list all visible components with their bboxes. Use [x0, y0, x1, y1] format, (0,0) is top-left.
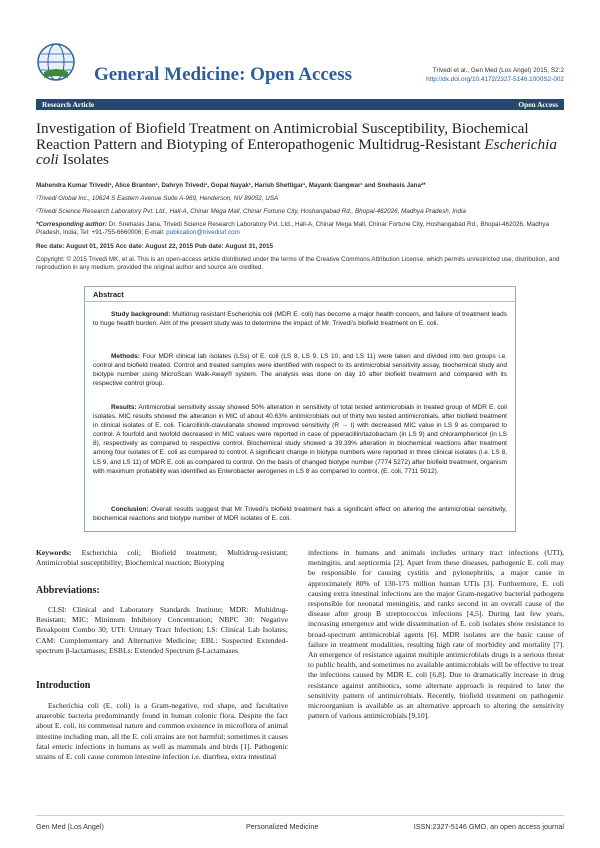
abbreviations-heading: Abbreviations:: [36, 585, 100, 596]
abstract-background: [93, 310, 507, 328]
author-list: Mahendra Kumar Trivedi¹, Alice Branton¹, Dahryn Trivedi¹, Gopal Nayak¹, Harish Shettigar¹, Mayank Gangwar¹ and Snehasis Jana²*: [36, 182, 426, 189]
right-column-text: infections in humans and animals includes urinary tract infections (UTI), meningitis, and septicemia [2]. Apart from these diseases, pathogenic E. coli may be responsible for causing cystitis and pylonephritis, a major cause in approximately 80% of 130-175 million human UTIs [3]. Furthermore, E. coli causing extra intestinal infections are the major Gram-negative bacterial pathogens responsible for neonatal meningitis, and ranks second in an overall cause of the disease after group B streptococcus infections [4,5]. During last few years, increasing emergence and wide dissemination of E. coli isolates show resistance to broad-spectrum antimicrobial agents [6]. MDR isolates are the basic cause of failure in treatment modalities, resulting high rate of morbidity and mortality [7]. An emergence of resistance against multiple antimicrobials drugs is a serious threat to public health, and sometimes no available antimicrobials will be effective to treat the infections caused by MDR E. coli [6,8]. Due to dramatically increase in drug resistance against antibiotics, some alternate approach is required to later the sensitivity pattern of antimicrobials. Recently, biofield treatment on pathogenic microorganism is available as an alternative approach to altering the sensitivity pattern of various antimicrobials [9,10].: [308, 548, 564, 721]
open-access-label: Open Access: [518, 100, 558, 109]
keywords-label: Keywords:: [36, 548, 72, 557]
corresponding-text: Dr. Snehasis Jana, Trivedi Science Research Laboratory Pvt. Ltd., Hall-A, Chinar Mega Mall, Chinar Fortune City, Hoshangabad Rd., Bhopal-462026, Madhya Pradesh, India, Tel: +91-755-6660006; E-mail:: [36, 221, 549, 237]
affiliation-1: ¹Trivedi Global Inc., 10624 S Eastern Avenue Suite A-969, Henderson, NV 89052, USA: [36, 195, 279, 202]
footer-divider: [36, 815, 564, 816]
article-type-bar: [36, 99, 564, 110]
results-text: Antimicrobial sensitivity assay showed 50% alteration in sensitivity of total tested antimicrobials in treated group of MDR E. coli isolates. MIC results showed the alteration in MIC of about 40.63% antimicrobials out of thirty two tested antimicrobials, after biofield treatment in clinical isolates of E. coli. Ticarcillin/k-clavulanate showed improved sensitivity (R → I) with decreased MIC value in LS 9 as compared to control. A fourfold and twofold decreased in MIC values were reported in case of piperacillin/tazobactam (in LS 9) and chloramphenicol (in LS 8), respectively as compared to respective control. Biochemical study showed a 39.39% alteration in biochemical reactions after treatment among four isolates of E. coli as compared to control. A significant change in biotype numbers were reported in three clinical isolates (i.e. LS 8, LS 9, and LS 11) of MDR E. coli as compared to control. On the basis of changed biotype number (7774 5272) after biofield treatment, organism with maximum probability was identified as Enterobacter aerogenes in LS 8 as compared to control, (E. coli, 7711 5012).: [93, 404, 507, 475]
footer-section: Personalized Medicine: [246, 822, 319, 831]
article-title: [36, 121, 566, 168]
keywords: [36, 548, 288, 568]
doi-link[interactable]: http://dx.doi.org/10.4172/2327-5146.1000S2-002: [426, 75, 564, 83]
abstract-divider: [85, 301, 515, 302]
methods-label: Methods:: [111, 353, 140, 360]
email-link[interactable]: publication@trivedisrl.com: [166, 229, 240, 237]
abstract-heading: Abstract: [93, 290, 124, 299]
abstract-conclusion: [93, 505, 507, 523]
footer-journal: Gen Med (Los Angel): [36, 822, 104, 831]
conclusion-label: Conclusion:: [111, 506, 149, 513]
dates-line: Rec date: August 01, 2015 Acc date: August 22, 2015 Pub date: August 31, 2015: [36, 243, 274, 250]
journal-name: General Medicine: Open Access: [94, 64, 353, 85]
affiliation-2: ²Trivedi Science Research Laboratory Pvt. Ltd., Hall-A, Chinar Mega Mall, Chinar Fortune City, Hoshangabad Rd., Bhopal-462026, Madhya Pradesh, India: [36, 208, 466, 215]
conclusion-text: Overall results suggest that Mr Trivedi’s biofield treatment has a significant effect on altering the antimicrobial sensitivity, biochemical reactions and biotype number of MDR isolates of E. coli.: [93, 506, 507, 523]
background-label: Study background:: [111, 311, 171, 318]
title-end: Isolates: [58, 151, 109, 168]
copyright-notice: Copyright: © 2015 Trivedi MK, et al. This is an open-access article distributed under the terms of the Creative Commons Attribution License, which permits unrestricted use, distribution, and reproduction in any medium, provided the original author and source are credited.: [36, 256, 560, 272]
globe-logo-icon: [36, 42, 76, 82]
corresponding-label: *Corresponding author:: [36, 221, 108, 228]
title-main: Investigation of Biofield Treatment on Antimicrobial Susceptibility, Biochemical Reaction Pattern and Biotyping of Enteropathogenic Multidrug-Resistant: [36, 120, 529, 153]
article-type-label: Research Article: [42, 100, 95, 109]
corresponding-author: [36, 221, 564, 238]
abstract-methods: [93, 352, 507, 388]
introduction-heading: Introduction: [36, 680, 91, 691]
citation-block: [426, 67, 564, 84]
keywords-text: Escherichia coli; Biofield treatment; Multidrug-resistant; Antimicrobial susceptibility; Biochemical reaction; Biotyping: [36, 548, 288, 568]
abstract-box: [84, 286, 516, 532]
introduction-text: Escherichia coli (E. coli) is a Gram-negative, rod shape, and facultative anaerobic bacteria predominantly found in human colonic flora. Despite the fact about E. coli, its commensal nature and common existence in microflora of animal intestine including man, all the E. coli strains are not harmful; sometimes it causes fatal enteric infections in humans as well as mammals and birds [1]. Pathogenic strains of E. coli cause common intestine infection i.e. diarrhea, extra intestinal: [36, 701, 288, 762]
abbreviations-text: CLSI: Clinical and Laboratory Standards Institute; MDR: Multidrug-Resistant; MIC: Minimum Inhibitory Concentration; NBPC 30: Negative Breakpoint Combo 30; UTI: Urinary Tract Infection; LS: Clinical Lab Isolates; CAM: Complementary and Alternative Medicine; EBL: Suspected Extended-spectrum β-lactamases; ESBLs: Extended Spectrum β-Lactamases: [36, 605, 288, 655]
abstract-results: [93, 403, 507, 476]
title-italic: Escherichia coli: [36, 135, 557, 168]
background-text: Multidrug resistant Escherichia coli (MDR E. coli) has become a major health concern, and failure of treatment leads to huge health burden. Aim of the present study was to determine the impact of Mr. Trivedi’s biofield treatment on E. coli.: [93, 311, 507, 328]
results-label: Results:: [111, 404, 137, 411]
methods-text: Four MDR clinical lab isolates (LSs) of E. coli (LS 8, LS 9, LS 10, and LS 11) were taken and divided into two groups i.e. control and biofield treated. Control and treated samples were identified with respect to its antimicrobial sensitivity assay, biochemical study and biotype number using MicroScan Walk-Away® system. The analysis was done on day 10 after biofield treatment and compared with its respective control group.: [93, 353, 507, 388]
footer-issn: ISSN:2327-5146 GMO, an open access journal: [413, 822, 564, 831]
citation-line: Trivedi et al., Gen Med (Los Angel) 2015, S2:2: [432, 67, 564, 74]
